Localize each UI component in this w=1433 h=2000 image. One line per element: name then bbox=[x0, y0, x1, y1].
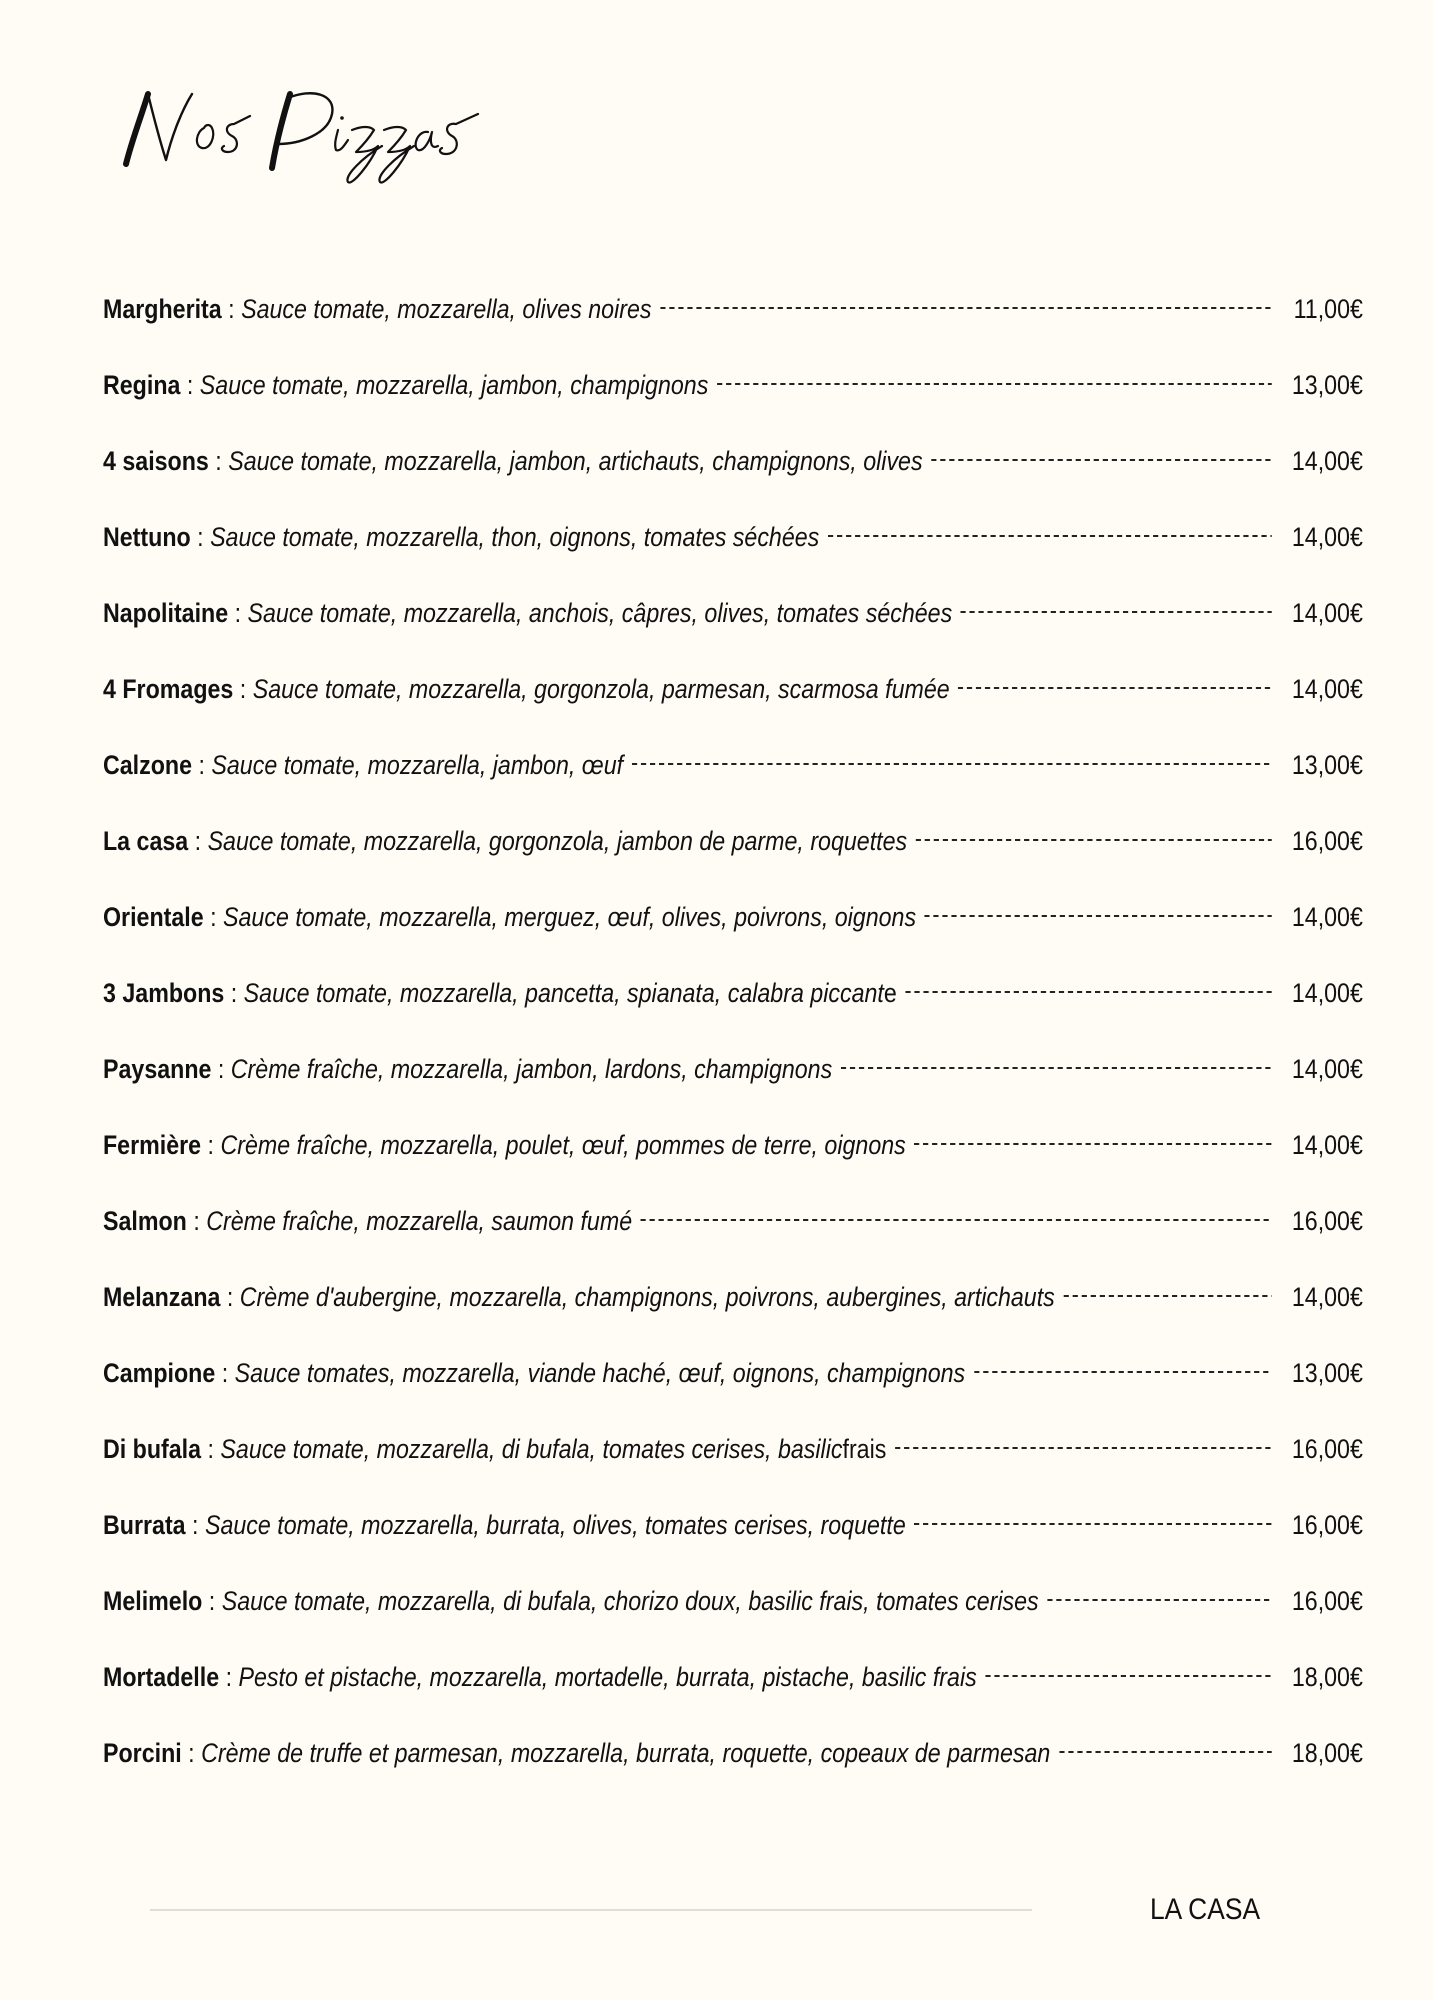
pizza-price: 16,00€ bbox=[1291, 1510, 1363, 1540]
name-separator: : bbox=[185, 1510, 205, 1540]
pizza-price: 14,00€ bbox=[1291, 522, 1363, 552]
pizza-name: 3 Jambons bbox=[103, 978, 225, 1008]
footer-brand: LA CASA bbox=[1150, 1893, 1261, 1926]
menu-item bbox=[103, 1507, 1373, 1583]
pizza-name: Nettuno bbox=[103, 522, 191, 552]
pizza-price: 16,00€ bbox=[1291, 1206, 1363, 1236]
menu-item bbox=[103, 1051, 1373, 1127]
dotted-leader bbox=[974, 1361, 1272, 1381]
dotted-leader bbox=[841, 1057, 1272, 1077]
pizza-name: Orientale bbox=[103, 902, 204, 932]
dotted-leader bbox=[958, 677, 1271, 697]
pizza-ingredients: Sauce tomate, mozzarella, gorgonzola, jambon de parme, roquettes bbox=[207, 826, 908, 856]
pizza-ingredients: Sauce tomate, mozzarella, di bufala, chorizo doux, basilic frais, tomates cerises bbox=[221, 1586, 1039, 1616]
menu-item bbox=[103, 367, 1373, 443]
name-separator: : bbox=[220, 1282, 240, 1312]
pizza-ingredients: Pesto et pistache, mozzarella, mortadelle, burrata, pistache, basilic frais bbox=[238, 1662, 977, 1692]
menu-item bbox=[103, 1355, 1373, 1431]
menu-item bbox=[103, 899, 1373, 975]
name-separator: : bbox=[186, 1206, 207, 1236]
pizza-name: Napolitaine bbox=[103, 598, 229, 628]
menu-item bbox=[103, 671, 1373, 747]
pizza-price: 18,00€ bbox=[1291, 1662, 1363, 1692]
pizza-ingredients-tail: e bbox=[883, 978, 897, 1008]
menu-item bbox=[103, 1203, 1373, 1279]
pizza-price: 14,00€ bbox=[1291, 598, 1363, 628]
pizza-name: Regina bbox=[103, 370, 181, 400]
dotted-leader bbox=[905, 981, 1271, 1001]
pizza-price: 13,00€ bbox=[1291, 1358, 1363, 1388]
pizza-ingredients: Sauce tomates, mozzarella, viande haché, œuf, oignons, champignons bbox=[234, 1358, 966, 1388]
pizza-name: 4 saisons bbox=[103, 446, 209, 476]
pizza-name: Campione bbox=[103, 1358, 216, 1388]
dotted-leader bbox=[641, 1209, 1272, 1229]
dotted-leader bbox=[1047, 1589, 1271, 1609]
pizza-ingredients: Sauce tomate, mozzarella, pancetta, spianata, calabra piccant bbox=[243, 978, 884, 1008]
menu-item bbox=[103, 747, 1373, 823]
pizza-ingredients: Crème de truffe et parmesan, mozzarella, burrata, roquette, copeaux de parmesan bbox=[201, 1738, 1051, 1768]
menu-item bbox=[103, 1127, 1373, 1203]
dotted-leader bbox=[925, 905, 1272, 925]
menu-item bbox=[103, 595, 1373, 671]
name-separator: : bbox=[228, 598, 248, 628]
pizza-ingredients: Sauce tomate, mozzarella, jambon, œuf bbox=[211, 750, 624, 780]
pizza-ingredients-tail: frais bbox=[842, 1434, 887, 1464]
menu-item bbox=[103, 1735, 1373, 1811]
name-separator: : bbox=[203, 902, 224, 932]
pizza-price: 11,00€ bbox=[1293, 294, 1363, 324]
menu-item bbox=[103, 823, 1373, 899]
pizza-name: Paysanne bbox=[103, 1054, 212, 1084]
name-separator: : bbox=[224, 978, 244, 1008]
pizza-price: 13,00€ bbox=[1291, 370, 1363, 400]
pizza-price: 14,00€ bbox=[1291, 1054, 1363, 1084]
name-separator: : bbox=[201, 1130, 221, 1160]
dotted-leader bbox=[717, 373, 1272, 393]
page-title bbox=[112, 80, 492, 200]
pizza-ingredients: Sauce tomate, mozzarella, olives noires bbox=[241, 294, 652, 324]
menu-item bbox=[103, 519, 1373, 595]
name-separator: : bbox=[211, 1054, 231, 1084]
pizza-name: Mortadelle bbox=[103, 1662, 220, 1692]
name-separator: : bbox=[215, 1358, 235, 1388]
pizza-name: Salmon bbox=[103, 1206, 187, 1236]
pizza-name: 4 Fromages bbox=[103, 674, 234, 704]
pizza-ingredients: Sauce tomate, mozzarella, burrata, olives, tomates cerises, roquette bbox=[204, 1510, 906, 1540]
name-separator: : bbox=[221, 294, 242, 324]
pizza-ingredients: Crème d'aubergine, mozzarella, champignons, poivrons, aubergines, artichauts bbox=[239, 1282, 1055, 1312]
pizza-price: 14,00€ bbox=[1291, 1282, 1363, 1312]
menu-item bbox=[103, 1279, 1373, 1355]
pizza-price: 13,00€ bbox=[1291, 750, 1363, 780]
pizza-ingredients: Crème fraîche, mozzarella, poulet, œuf, pommes de terre, oignons bbox=[220, 1130, 906, 1160]
dotted-leader bbox=[1063, 1285, 1271, 1305]
pizza-ingredients: Crème fraîche, mozzarella, jambon, lardons, champignons bbox=[230, 1054, 833, 1084]
dotted-leader bbox=[914, 1133, 1271, 1153]
dotted-leader bbox=[985, 1665, 1271, 1685]
pizza-ingredients: Sauce tomate, mozzarella, jambon, champignons bbox=[199, 370, 709, 400]
pizza-name: Porcini bbox=[103, 1738, 182, 1768]
name-separator: : bbox=[233, 674, 253, 704]
name-separator: : bbox=[188, 826, 208, 856]
dotted-leader bbox=[931, 449, 1272, 469]
dotted-leader bbox=[916, 829, 1272, 849]
dotted-leader bbox=[1059, 1741, 1272, 1761]
pizza-price: 14,00€ bbox=[1291, 446, 1363, 476]
dotted-leader bbox=[914, 1513, 1271, 1533]
pizza-ingredients: Sauce tomate, mozzarella, gorgonzola, parmesan, scarmosa fumée bbox=[252, 674, 950, 704]
menu-item bbox=[103, 1659, 1373, 1735]
pizza-price: 14,00€ bbox=[1291, 674, 1363, 704]
pizza-name: Di bufala bbox=[103, 1434, 202, 1464]
name-separator: : bbox=[202, 1586, 222, 1616]
pizza-price: 18,00€ bbox=[1291, 1738, 1363, 1768]
pizza-ingredients: Sauce tomate, mozzarella, di bufala, tomates cerises, basilic bbox=[220, 1434, 843, 1464]
pizza-name: Burrata bbox=[103, 1510, 186, 1540]
pizza-price: 14,00€ bbox=[1291, 1130, 1363, 1160]
name-separator: : bbox=[201, 1434, 221, 1464]
pizza-name: Fermière bbox=[103, 1130, 202, 1160]
name-separator: : bbox=[181, 1738, 202, 1768]
menu-item bbox=[103, 1583, 1373, 1659]
menu-item bbox=[103, 975, 1373, 1051]
dotted-leader bbox=[828, 525, 1272, 545]
dotted-leader bbox=[895, 1437, 1272, 1457]
name-separator: : bbox=[219, 1662, 239, 1692]
pizza-name: La casa bbox=[103, 826, 189, 856]
dotted-leader bbox=[961, 601, 1272, 621]
script-title-graphic bbox=[112, 80, 492, 200]
menu-item bbox=[103, 443, 1373, 519]
pizza-ingredients: Sauce tomate, mozzarella, thon, oignons, tomates séchées bbox=[210, 522, 820, 552]
name-separator: : bbox=[190, 522, 211, 552]
pizza-price: 16,00€ bbox=[1291, 826, 1363, 856]
name-separator: : bbox=[208, 446, 229, 476]
pizza-ingredients: Sauce tomate, mozzarella, merguez, œuf, olives, poivrons, oignons bbox=[223, 902, 917, 932]
pizza-price: 14,00€ bbox=[1291, 978, 1363, 1008]
pizza-price: 16,00€ bbox=[1291, 1434, 1363, 1464]
pizza-ingredients: Crème fraîche, mozzarella, saumon fumé bbox=[206, 1206, 633, 1236]
dotted-leader bbox=[660, 297, 1272, 317]
pizza-ingredients: Sauce tomate, mozzarella, jambon, artichauts, champignons, olives bbox=[228, 446, 923, 476]
pizza-ingredients: Sauce tomate, mozzarella, anchois, câpres, olives, tomates séchées bbox=[247, 598, 953, 628]
pizza-menu-list bbox=[103, 291, 1373, 1811]
pizza-name: Calzone bbox=[103, 750, 193, 780]
dotted-leader bbox=[632, 753, 1272, 773]
pizza-name: Melimelo bbox=[103, 1586, 203, 1616]
pizza-name: Melanzana bbox=[103, 1282, 221, 1312]
footer-divider bbox=[150, 1909, 1032, 1911]
name-separator: : bbox=[180, 370, 200, 400]
name-separator: : bbox=[192, 750, 212, 780]
menu-item bbox=[103, 1431, 1373, 1507]
pizza-price: 16,00€ bbox=[1291, 1586, 1363, 1616]
pizza-name: Margherita bbox=[103, 294, 222, 324]
pizza-price: 14,00€ bbox=[1291, 902, 1363, 932]
menu-item bbox=[103, 291, 1373, 367]
